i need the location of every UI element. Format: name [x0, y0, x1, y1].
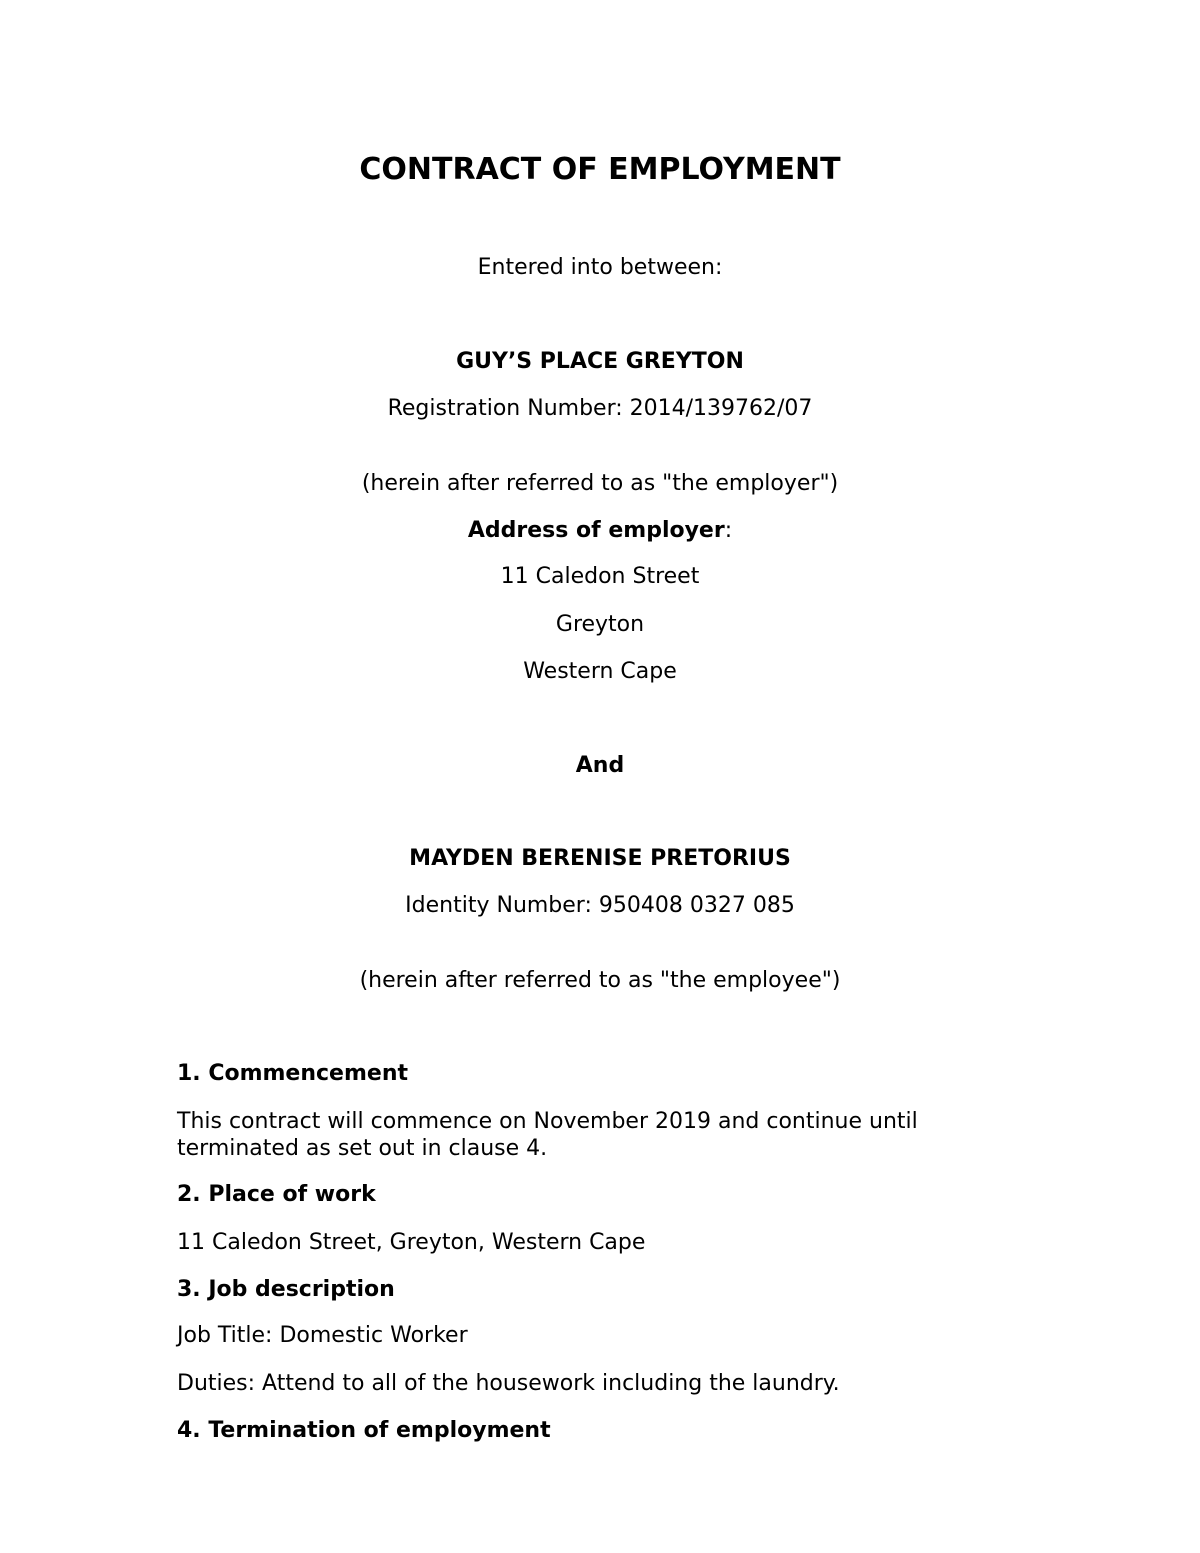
- section-heading-termination: 4. Termination of employment: [177, 1418, 551, 1443]
- document-title: CONTRACT OF EMPLOYMENT: [359, 152, 841, 187]
- section-heading-commencement: 1. Commencement: [177, 1061, 408, 1086]
- employer-address-line: 11 Caledon Street: [500, 564, 700, 589]
- employee-name: MAYDEN BERENISE PRETORIUS: [409, 846, 791, 871]
- section-heading-job-description: 3. Job description: [177, 1277, 395, 1302]
- employer-address-line: Western Cape: [523, 659, 677, 684]
- employer-address-line: Greyton: [555, 612, 645, 637]
- conjunction-text: And: [575, 753, 625, 778]
- employer-address-label: Address of employer: [467, 518, 725, 543]
- employer-referred-as: (herein after referred to as "the employer"): [361, 471, 839, 496]
- employee-referred-as: (herein after referred to as "the employee"): [359, 968, 841, 993]
- intro-text: Entered into between:: [477, 255, 723, 280]
- section-body-place-of-work: 11 Caledon Street, Greyton, Western Cape: [177, 1230, 646, 1255]
- employer-address-heading: [0, 517, 1200, 544]
- section-body-commencement: This contract will commence on November 2019 and continue until terminated as set out in clause 4.: [177, 1109, 918, 1161]
- section-heading-place-of-work: 2. Place of work: [177, 1182, 376, 1207]
- employer-address-colon: :: [724, 518, 733, 543]
- job-title-text: Job Title: Domestic Worker: [177, 1323, 468, 1348]
- employer-name: GUY’S PLACE GREYTON: [456, 349, 744, 374]
- employer-registration: Registration Number: 2014/139762/07: [387, 396, 813, 421]
- job-duties-text: Duties: Attend to all of the housework including the laundry.: [177, 1371, 840, 1396]
- employee-identity: Identity Number: 950408 0327 085: [405, 893, 795, 918]
